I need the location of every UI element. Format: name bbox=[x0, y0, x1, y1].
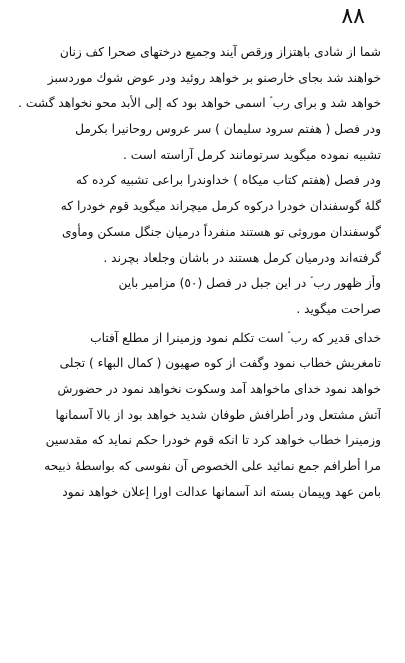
text-line: ودر فصل ( هفتم سرود سلیمان ) سر عروس روحانیرا بکرمل bbox=[75, 122, 381, 137]
page-number: ٨٨ bbox=[341, 4, 365, 29]
text-line: خواهد نمود خدای ماخواهد آمد وسکوت نخواهد نمود در حضورش bbox=[57, 381, 381, 396]
text-line: آتش مشتعل ودر أطرافش طوفان شدید خواهد بود از بالا آسمانها bbox=[55, 407, 381, 422]
text-line: شما از شادی باهتزاز ورقص آیند وجمیع درختهای صحرا کف زنان bbox=[59, 45, 381, 59]
text-line: مرا أطرافم جمع نمائید علی الخصوص آن نفوسی که بواسطهٔ ذبیحه bbox=[44, 459, 381, 473]
text-line: تشبیه نموده میگوید سرتومانند کرمل آراسته است . bbox=[123, 147, 381, 162]
text-line: خدای قدیر که رب ؑ است تکلم نمود وزمینرا از مطلع آفتاب bbox=[90, 330, 381, 345]
text-line: وأز ظهور رب ؑ در این جبل در فصل (٥٠) مزامیر باین bbox=[118, 276, 381, 291]
text-line: صراحت میگوید . bbox=[296, 301, 381, 316]
text-line: گرفته‌اند ودرمیان کرمل هستند در باشان وجلعاد بچرند . bbox=[103, 250, 381, 265]
text-line: خواهند شد بجای خارصنو بر خواهد روئید ودر عوض شوك موردسبز bbox=[47, 70, 381, 85]
text-line: گلهٔ گوسفندان خودرا درکوه کرمل میچراند میگوید قوم خودرا که bbox=[60, 199, 381, 214]
text-line: ودر فصل (هفتم کتاب میکاه ) خداوندرا براعی تشبیه کرده که bbox=[75, 173, 381, 188]
body-text bbox=[18, 40, 381, 505]
text-line: گوسفندان موروثی تو هستند منفرداً درمیان جنگل مسکن ومأوی bbox=[62, 224, 381, 239]
text-line: وزمینرا خطاب خواهد کرد تا انکه قوم خودرا حکم نماید که مقدسین bbox=[45, 433, 381, 448]
text-line: خواهد شد و برای رب ؑ اسمی خواهد بود که إلى الأبد محو نخواهد گشت . bbox=[18, 96, 381, 111]
text-line: بامن عهد وپیمان بسته اند آسمانها عدالت اورا إعلان خواهد نمود bbox=[62, 484, 381, 499]
text-line: تامغربش خطاب نمود وگفت از کوه صهیون ( کمال البهاء ) تجلی bbox=[59, 356, 381, 371]
